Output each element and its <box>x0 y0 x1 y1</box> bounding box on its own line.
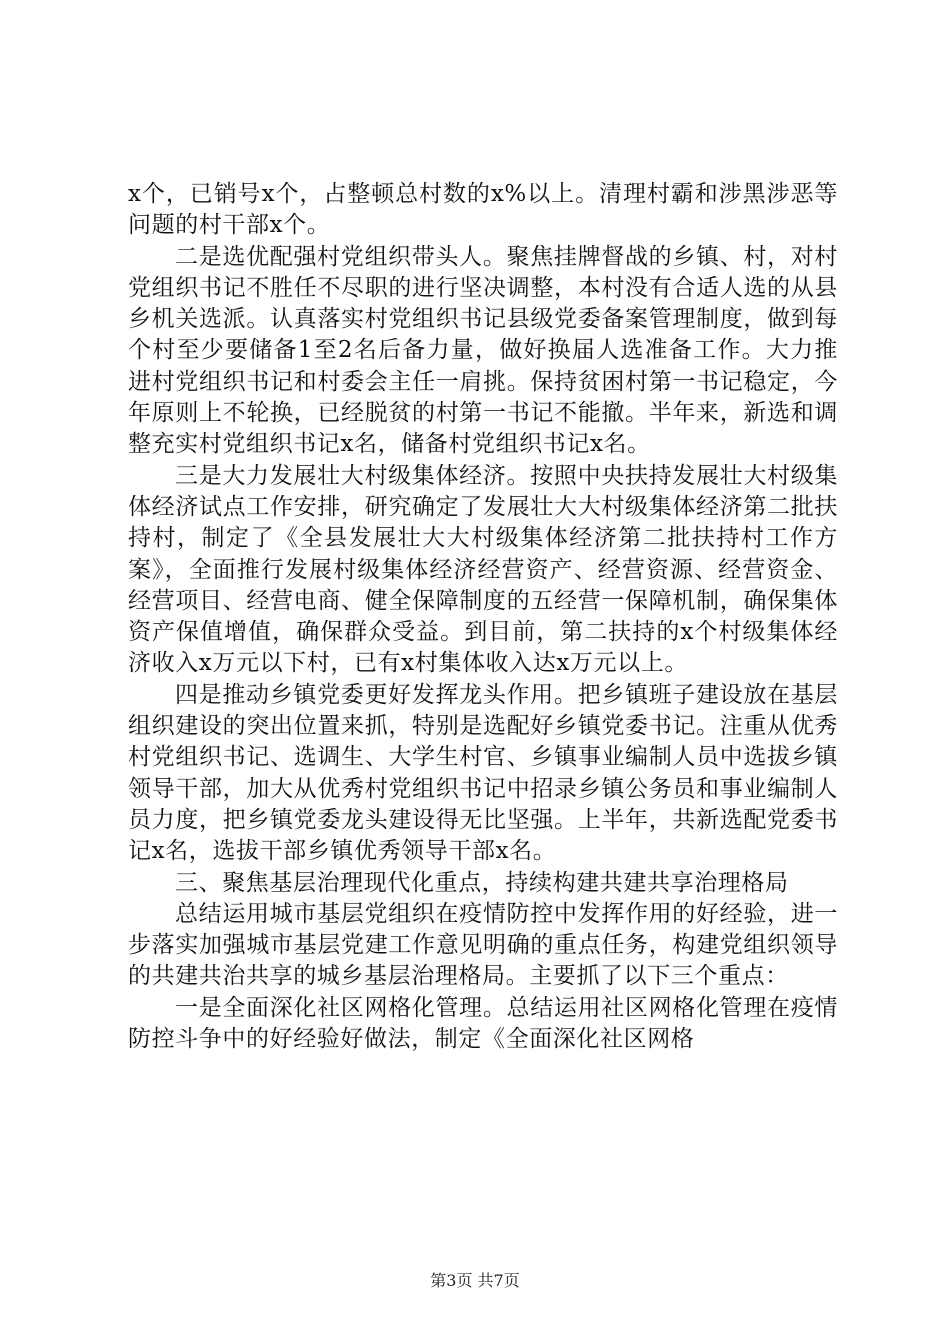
paragraph: 二是选优配强村党组织带头人。聚焦挂牌督战的乡镇、村，对村党组织书记不胜任不尽职的进行坚决调整，本村没有合适人选的从县乡机关选派。认真落实村党组织书记县级党委备案管理制度，做到每个村至少要储备1至2名后备力量，做好换届人选准备工作。大力推进村党组织书记和村委会主任一肩挑。保持贫困村第一书记稳定，今年原则上不轮换，已经脱贫的村第一书记不能撤。半年来，新选和调整充实村党组织书记x名，储备村党组织书记x名。 <box>128 243 838 458</box>
paragraph: 一是全面深化社区网格化管理。总结运用社区网格化管理在疫情防控斗争中的好经验好做法，制定《全面深化社区网格 <box>128 994 838 1053</box>
section-heading: 三、聚焦基层治理现代化重点，持续构建共建共享治理格局 <box>175 869 789 896</box>
paragraph: 四是推动乡镇党委更好发挥龙头作用。把乡镇班子建设放在基层组织建设的突出位置来抓，特别是选配好乡镇党委书记。注重从优秀村党组织书记、选调生、大学生村官、乡镇事业编制人员中选拔乡镇领导干部，加大从优秀村党组织书记中招录乡镇公务员和事业编制人员力度，把乡镇党委龙头建设得无比坚强。上半年，共新选配党委书记x名，选拔干部乡镇优秀领导干部x名。 <box>128 681 838 865</box>
paragraph: 三是大力发展壮大村级集体经济。按照中央扶持发展壮大村级集体经济试点工作安排，研究确定了发展壮大大村级集体经济第二批扶持村，制定了《全县发展壮大大村级集体经济第二批扶持村工作方案》，全面推行发展村级集体经济经营资产、经营资源、经营资金、经营项目、经营电商、健全保障制度的五经营一保障机制，确保集体资产保值增值，确保群众受益。到目前，第二扶持的x个村级集体经济收入x万元以下村，已有x村集体收入达x万元以上。 <box>128 462 838 677</box>
paragraph: x个，已销号x个，占整顿总村数的x%以上。清理村霸和涉黑涉恶等问题的村干部x个。 <box>128 181 838 239</box>
paragraph: 总结运用城市基层党组织在疫情防控中发挥作用的好经验，进一步落实加强城市基层党建工作意见明确的重点任务，构建党组织领导的共建共治共享的城乡基层治理格局。主要抓了以下三个重点： <box>128 900 838 990</box>
page-number: 第3页 共7页 <box>430 1271 520 1290</box>
document-body <box>128 179 838 1055</box>
